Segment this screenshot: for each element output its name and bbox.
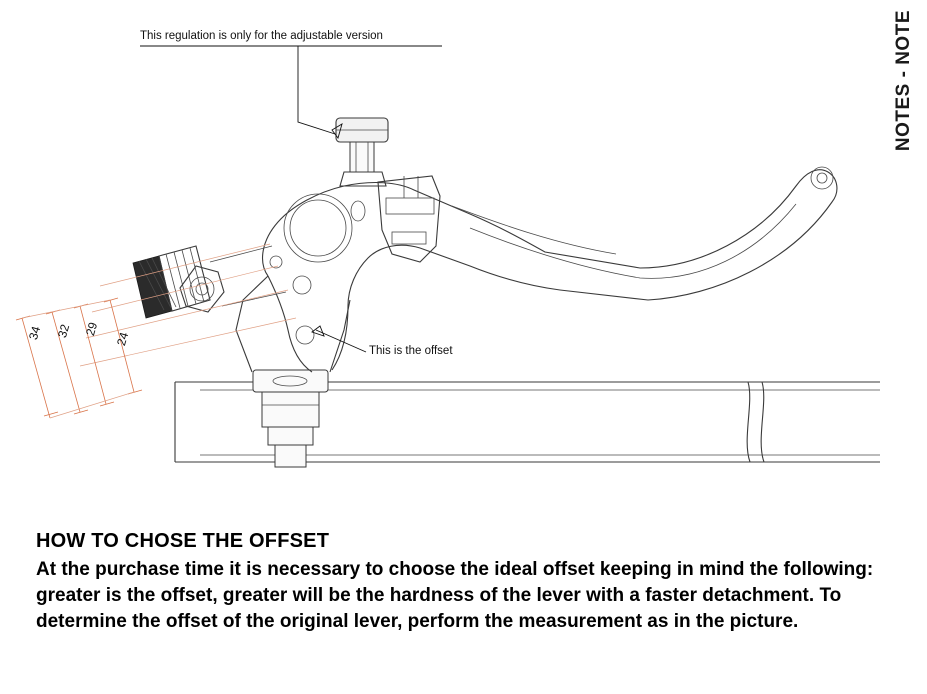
side-note-label: NOTES - NOTE (893, 10, 914, 152)
instructions-block (36, 530, 896, 635)
adjuster-screw-group (336, 118, 388, 186)
dimension-32: 32 (55, 322, 73, 340)
dimension-34: 34 (26, 324, 44, 342)
lever-body-group (236, 167, 837, 372)
side-note (887, 10, 921, 210)
instructions-body: At the purchase time it is necessary to choose the ideal offset keeping in mind the following: greater is the offset, greater will be the hardness of the lever with a faster detachment. To determine the offset of the original lever, perform the measurement as in the picture. (36, 559, 874, 633)
callout-adjustable-version: This regulation is only for the adjustable version (140, 30, 383, 42)
clamp-group (253, 370, 328, 467)
dimension-29: 29 (83, 320, 101, 338)
leader-lines-group (140, 46, 442, 352)
instructions-title: HOW TO CHOSE THE OFFSET (36, 530, 330, 552)
dimension-24: 24 (114, 330, 132, 348)
callout-offset: This is the offset (369, 345, 453, 357)
